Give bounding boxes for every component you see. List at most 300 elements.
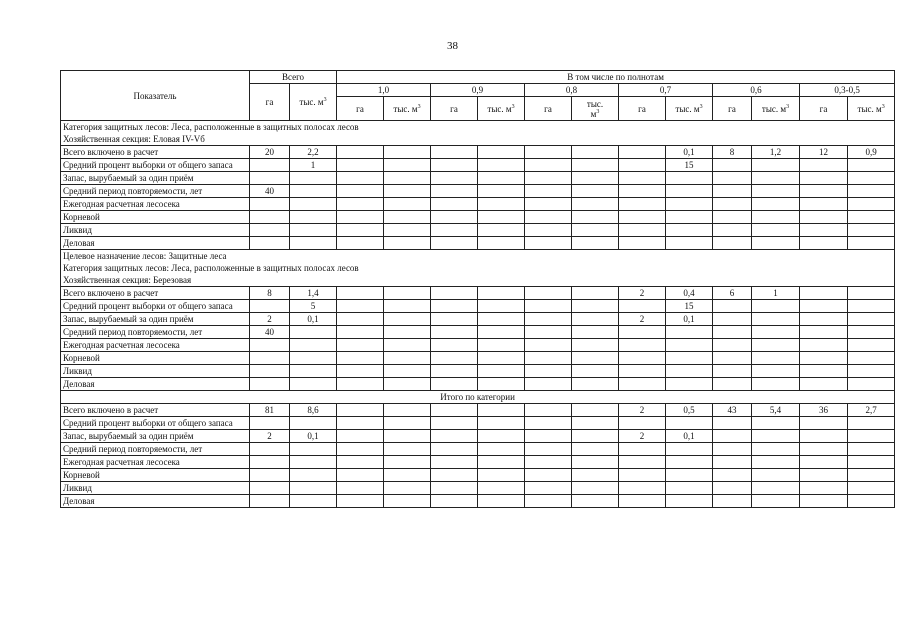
- table-row: [61, 495, 895, 508]
- table-row: [61, 443, 895, 456]
- cell-volume: [666, 469, 713, 482]
- cell-volume: 0,4: [666, 287, 713, 300]
- cell-ha: [525, 339, 572, 352]
- cell-ha: 12: [800, 146, 848, 159]
- cell-ha: [619, 146, 666, 159]
- section-title-row: [61, 133, 895, 146]
- cell-volume: [572, 172, 619, 185]
- cell-ha: [431, 365, 478, 378]
- header-volume: тыс. $м^3$: [478, 97, 525, 121]
- cell-volume: [752, 456, 800, 469]
- cell-ha: 8: [713, 146, 752, 159]
- row-label: Ликвид: [61, 482, 250, 495]
- row-label: Всего включено в расчет: [61, 146, 250, 159]
- cell-volume: [572, 300, 619, 313]
- section-title: Категория защитных лесов: Леса, расположенные в защитных полосах лесов: [61, 121, 895, 134]
- header-ha: га: [800, 97, 848, 121]
- cell-volume: [384, 495, 431, 508]
- cell-volume: [752, 224, 800, 237]
- cell-volume: [384, 326, 431, 339]
- cell-ha: [337, 146, 384, 159]
- cell-volume: [848, 326, 895, 339]
- row-label: Средний процент выборки от общего запаса: [61, 417, 250, 430]
- cell-volume: [478, 469, 525, 482]
- cell-ha: [337, 224, 384, 237]
- cell-ha: 2: [619, 287, 666, 300]
- table-row: [61, 300, 895, 313]
- cell-volume: [290, 365, 337, 378]
- cell-volume: [290, 456, 337, 469]
- cell-ha: [713, 443, 752, 456]
- row-label: Деловая: [61, 378, 250, 391]
- cell-ha: [431, 185, 478, 198]
- cell-volume: [752, 352, 800, 365]
- cell-volume: 2,2: [290, 146, 337, 159]
- cell-volume: [572, 326, 619, 339]
- page-number: 38: [447, 40, 458, 52]
- row-label: Запас, вырубаемый за один приём: [61, 172, 250, 185]
- cell-ha: [431, 443, 478, 456]
- cell-volume: [478, 237, 525, 250]
- cell-ha: [337, 185, 384, 198]
- cell-volume: [384, 146, 431, 159]
- cell-ha: [800, 365, 848, 378]
- table-row: [61, 287, 895, 300]
- cell-volume: [384, 339, 431, 352]
- row-label: Средний период повторяемости, лет: [61, 326, 250, 339]
- cell-ha: [337, 339, 384, 352]
- cell-ha: [800, 185, 848, 198]
- section-title: Категория защитных лесов: Леса, расположенные в защитных полосах лесов: [61, 262, 895, 274]
- header-density: 0,6: [713, 84, 800, 97]
- cell-ha: [525, 224, 572, 237]
- cell-volume: [384, 352, 431, 365]
- cell-volume: 0,1: [290, 313, 337, 326]
- section-title: Хозяйственная секция: Березовая: [61, 274, 895, 287]
- cell-volume: [572, 313, 619, 326]
- cell-volume: 15: [666, 300, 713, 313]
- cell-volume: [572, 339, 619, 352]
- header-volume-split: тыс. $м^3$: [572, 97, 619, 121]
- cell-volume: [848, 237, 895, 250]
- cell-volume: [848, 185, 895, 198]
- cell-ha: [525, 287, 572, 300]
- cell-volume: [478, 313, 525, 326]
- cell-ha: [337, 237, 384, 250]
- cell-volume: [848, 352, 895, 365]
- cell-ha: [525, 430, 572, 443]
- cell-ha: 81: [250, 404, 290, 417]
- header-total: Всего: [250, 71, 337, 84]
- cell-ha: [713, 185, 752, 198]
- cell-volume: [752, 365, 800, 378]
- cell-volume: [572, 456, 619, 469]
- header-volume: тыс. $м^3$: [666, 97, 713, 121]
- cell-ha: [800, 443, 848, 456]
- cell-ha: [525, 313, 572, 326]
- cell-ha: [619, 237, 666, 250]
- cell-volume: [384, 224, 431, 237]
- cell-volume: [666, 365, 713, 378]
- cell-ha: [431, 417, 478, 430]
- cell-ha: [800, 237, 848, 250]
- cell-volume: [572, 352, 619, 365]
- cell-volume: [752, 300, 800, 313]
- cell-ha: [250, 378, 290, 391]
- cell-volume: [384, 287, 431, 300]
- cell-ha: [431, 482, 478, 495]
- cell-volume: 0,9: [848, 146, 895, 159]
- cell-ha: [250, 495, 290, 508]
- table-row: [61, 326, 895, 339]
- table-row: [61, 339, 895, 352]
- cell-volume: [290, 378, 337, 391]
- cell-ha: [337, 287, 384, 300]
- cell-ha: [337, 482, 384, 495]
- cell-volume: 1: [290, 159, 337, 172]
- cell-ha: [525, 443, 572, 456]
- cell-volume: [752, 313, 800, 326]
- cell-ha: [619, 198, 666, 211]
- cell-volume: [478, 443, 525, 456]
- cell-ha: [525, 482, 572, 495]
- cell-ha: [431, 326, 478, 339]
- cell-volume: [572, 482, 619, 495]
- cell-ha: [250, 469, 290, 482]
- cell-ha: [431, 430, 478, 443]
- cell-volume: [666, 224, 713, 237]
- cell-ha: [431, 211, 478, 224]
- cell-volume: [384, 404, 431, 417]
- cell-volume: [384, 198, 431, 211]
- section-title-row: [61, 391, 895, 404]
- cell-volume: [666, 482, 713, 495]
- cell-ha: [525, 159, 572, 172]
- cell-volume: [666, 198, 713, 211]
- cell-volume: [666, 237, 713, 250]
- cell-volume: [752, 198, 800, 211]
- cell-volume: [848, 417, 895, 430]
- cell-volume: [752, 482, 800, 495]
- cell-volume: [478, 287, 525, 300]
- cell-volume: [290, 482, 337, 495]
- cell-ha: [250, 172, 290, 185]
- cell-ha: [250, 352, 290, 365]
- row-label: Корневой: [61, 469, 250, 482]
- cell-volume: [384, 185, 431, 198]
- cell-volume: [384, 443, 431, 456]
- cell-volume: [572, 185, 619, 198]
- cell-volume: [666, 211, 713, 224]
- cell-ha: [525, 211, 572, 224]
- cell-volume: [848, 443, 895, 456]
- cell-ha: [337, 495, 384, 508]
- cell-volume: [752, 495, 800, 508]
- cell-ha: [619, 378, 666, 391]
- cell-volume: [848, 469, 895, 482]
- cell-ha: [337, 300, 384, 313]
- row-label: Деловая: [61, 495, 250, 508]
- cell-ha: [619, 159, 666, 172]
- cell-ha: [619, 185, 666, 198]
- cell-volume: [752, 469, 800, 482]
- cell-ha: 40: [250, 326, 290, 339]
- row-label: Корневой: [61, 352, 250, 365]
- cell-volume: [666, 443, 713, 456]
- cell-ha: [800, 172, 848, 185]
- cell-volume: [848, 339, 895, 352]
- cell-volume: [752, 237, 800, 250]
- section-title-row: [61, 121, 895, 134]
- cell-volume: [290, 352, 337, 365]
- section-title-row: [61, 274, 895, 287]
- table-row: [61, 224, 895, 237]
- header-ha: га: [431, 97, 478, 121]
- cell-volume: [572, 430, 619, 443]
- cell-volume: [848, 313, 895, 326]
- cell-ha: [525, 469, 572, 482]
- cell-volume: [572, 495, 619, 508]
- cell-volume: [666, 495, 713, 508]
- cell-ha: [337, 159, 384, 172]
- cell-volume: [478, 300, 525, 313]
- cell-volume: [572, 159, 619, 172]
- section-title: Хозяйственная секция: Еловая IV-Vб: [61, 133, 895, 146]
- table-row: [61, 159, 895, 172]
- cell-volume: [384, 300, 431, 313]
- cell-ha: [337, 469, 384, 482]
- cell-volume: [478, 365, 525, 378]
- cell-ha: [431, 378, 478, 391]
- cell-volume: [290, 185, 337, 198]
- cell-ha: [525, 146, 572, 159]
- table-row: [61, 365, 895, 378]
- cell-ha: [250, 237, 290, 250]
- row-label: Ежегодная расчетная лесосека: [61, 339, 250, 352]
- cell-ha: [800, 456, 848, 469]
- cell-volume: [848, 300, 895, 313]
- cell-volume: [478, 417, 525, 430]
- cell-volume: [384, 172, 431, 185]
- cell-ha: [619, 300, 666, 313]
- cell-volume: [478, 198, 525, 211]
- cell-ha: [800, 159, 848, 172]
- cell-volume: [848, 224, 895, 237]
- cell-ha: [431, 287, 478, 300]
- cell-volume: [290, 237, 337, 250]
- cell-ha: [800, 469, 848, 482]
- cell-ha: 20: [250, 146, 290, 159]
- cell-volume: [752, 172, 800, 185]
- cell-ha: [800, 482, 848, 495]
- row-label: Всего включено в расчет: [61, 287, 250, 300]
- cell-volume: [572, 287, 619, 300]
- table-row: [61, 417, 895, 430]
- cell-ha: [713, 495, 752, 508]
- cell-volume: [572, 211, 619, 224]
- cell-ha: [250, 417, 290, 430]
- cell-volume: [384, 237, 431, 250]
- header-volume: тыс. $м^3$: [848, 97, 895, 121]
- table-row: [61, 352, 895, 365]
- cell-ha: [431, 456, 478, 469]
- cell-volume: [848, 456, 895, 469]
- cell-volume: [478, 378, 525, 391]
- row-label: Ежегодная расчетная лесосека: [61, 198, 250, 211]
- cell-ha: [250, 339, 290, 352]
- cell-volume: [666, 378, 713, 391]
- cell-volume: [478, 495, 525, 508]
- cell-ha: [713, 211, 752, 224]
- cell-volume: [290, 211, 337, 224]
- cell-volume: [384, 365, 431, 378]
- cell-ha: [713, 417, 752, 430]
- cell-ha: [713, 159, 752, 172]
- cell-volume: [384, 313, 431, 326]
- cell-ha: [525, 198, 572, 211]
- header-density: 0,9: [431, 84, 525, 97]
- cell-ha: [713, 469, 752, 482]
- cell-volume: [478, 172, 525, 185]
- cell-ha: [250, 456, 290, 469]
- cell-ha: 36: [800, 404, 848, 417]
- cell-volume: [478, 404, 525, 417]
- cell-volume: [752, 430, 800, 443]
- cell-volume: [848, 287, 895, 300]
- cell-volume: [478, 159, 525, 172]
- cell-ha: 2: [250, 430, 290, 443]
- cell-volume: [572, 224, 619, 237]
- cell-volume: [572, 469, 619, 482]
- table-row: [61, 482, 895, 495]
- cell-volume: [848, 198, 895, 211]
- table-row: [61, 456, 895, 469]
- row-label: Средний процент выборки от общего запаса: [61, 300, 250, 313]
- cell-volume: 1,2: [752, 146, 800, 159]
- cell-ha: [431, 313, 478, 326]
- cell-volume: 0,1: [666, 430, 713, 443]
- cell-volume: [572, 378, 619, 391]
- cell-ha: [525, 365, 572, 378]
- cell-volume: [384, 159, 431, 172]
- row-label: Средний период повторяемости, лет: [61, 443, 250, 456]
- row-label: Ликвид: [61, 224, 250, 237]
- cell-volume: [572, 417, 619, 430]
- cell-ha: [619, 339, 666, 352]
- section-total-title: Итого по категории: [61, 391, 895, 404]
- cell-volume: [752, 417, 800, 430]
- cell-volume: [478, 456, 525, 469]
- cell-ha: [250, 224, 290, 237]
- cell-ha: [713, 198, 752, 211]
- table-row: [61, 378, 895, 391]
- cell-volume: 1: [752, 287, 800, 300]
- cell-ha: [619, 417, 666, 430]
- cell-volume: [290, 198, 337, 211]
- cell-ha: [713, 352, 752, 365]
- header-density: 0,3-0,5: [800, 84, 895, 97]
- cell-volume: [752, 211, 800, 224]
- cell-ha: [525, 185, 572, 198]
- cell-ha: [431, 352, 478, 365]
- cell-ha: [619, 495, 666, 508]
- cell-volume: [290, 469, 337, 482]
- table-row: [61, 469, 895, 482]
- cell-ha: [800, 378, 848, 391]
- cell-volume: [752, 185, 800, 198]
- cell-volume: [384, 482, 431, 495]
- cell-ha: [800, 417, 848, 430]
- cell-volume: 5,4: [752, 404, 800, 417]
- cell-ha: [337, 404, 384, 417]
- cell-ha: 40: [250, 185, 290, 198]
- cell-ha: [337, 443, 384, 456]
- cell-volume: 0,1: [290, 430, 337, 443]
- cell-ha: [619, 211, 666, 224]
- cell-ha: [800, 211, 848, 224]
- cell-volume: [572, 365, 619, 378]
- cell-ha: [800, 287, 848, 300]
- cell-volume: [290, 417, 337, 430]
- cell-ha: [713, 339, 752, 352]
- cell-ha: 6: [713, 287, 752, 300]
- cell-volume: [478, 185, 525, 198]
- header-ha: га: [713, 97, 752, 121]
- table-body: [61, 121, 895, 508]
- cell-volume: [848, 211, 895, 224]
- cell-volume: [572, 404, 619, 417]
- cell-volume: 5: [290, 300, 337, 313]
- cell-ha: [525, 495, 572, 508]
- cell-ha: 43: [713, 404, 752, 417]
- cell-ha: [525, 300, 572, 313]
- header-including: В том числе по полнотам: [337, 71, 895, 84]
- cell-ha: [337, 456, 384, 469]
- cell-ha: [713, 430, 752, 443]
- cell-volume: [666, 185, 713, 198]
- cell-volume: [848, 430, 895, 443]
- cell-ha: [800, 313, 848, 326]
- cell-ha: [431, 339, 478, 352]
- cell-ha: [713, 326, 752, 339]
- cell-ha: [250, 198, 290, 211]
- cell-ha: [431, 159, 478, 172]
- cell-volume: [848, 482, 895, 495]
- section-title-row: [61, 250, 895, 263]
- cell-volume: [666, 352, 713, 365]
- cell-ha: [713, 172, 752, 185]
- cell-ha: [337, 378, 384, 391]
- cell-ha: [431, 300, 478, 313]
- cell-ha: [250, 482, 290, 495]
- row-label: Запас, вырубаемый за один приём: [61, 430, 250, 443]
- cell-ha: [525, 237, 572, 250]
- cell-volume: [478, 430, 525, 443]
- cell-volume: [848, 378, 895, 391]
- cell-ha: [619, 326, 666, 339]
- cell-ha: [525, 378, 572, 391]
- cell-ha: [800, 326, 848, 339]
- cell-ha: [713, 300, 752, 313]
- cell-ha: [525, 456, 572, 469]
- cell-ha: [800, 198, 848, 211]
- cell-volume: [752, 378, 800, 391]
- cell-ha: [619, 482, 666, 495]
- cell-ha: [250, 365, 290, 378]
- cell-volume: 0,5: [666, 404, 713, 417]
- header-volume: тыс. $м^3$: [752, 97, 800, 121]
- table-header: [61, 71, 895, 121]
